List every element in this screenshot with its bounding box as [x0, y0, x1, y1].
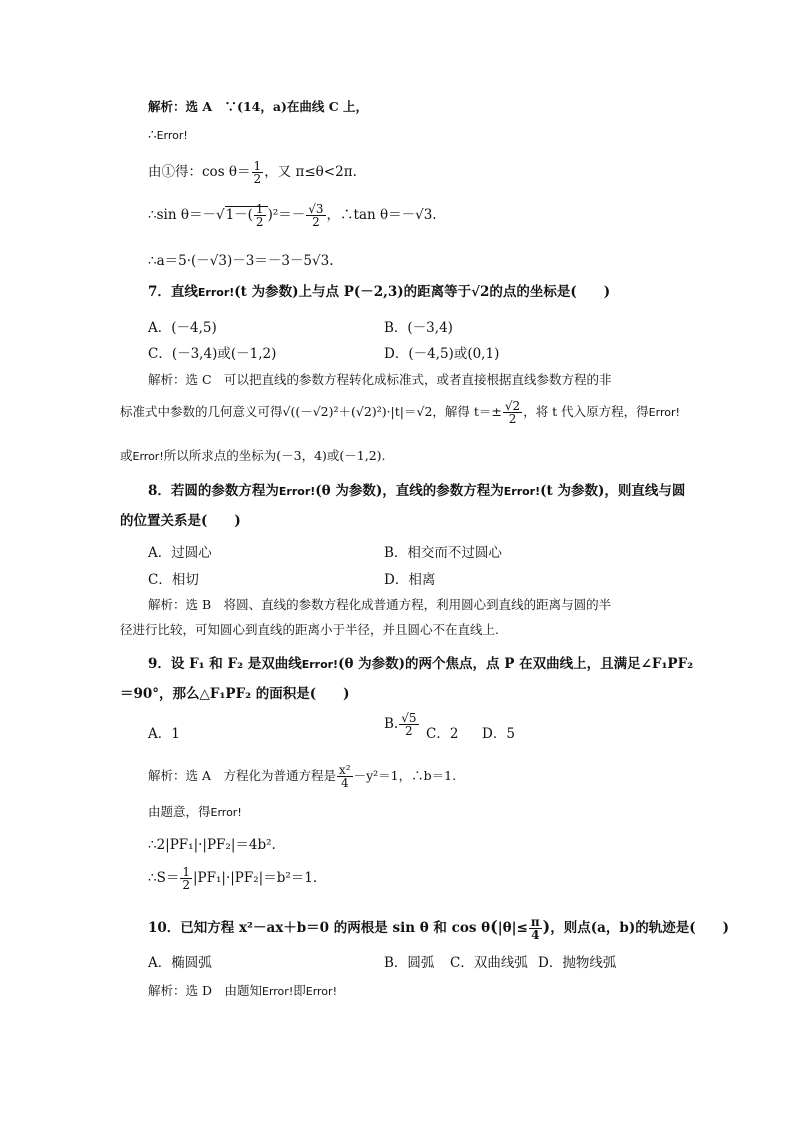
fraction	[252, 160, 264, 185]
question-7-option-b: B．(－3,4)	[384, 320, 453, 336]
denominator: 2	[508, 412, 517, 426]
analysis-text: ∴2|PF₁|·|PF₂|＝4b².	[148, 837, 276, 853]
stem-text: ＝90°，那么△F₁PF₂ 的面积是( )	[120, 686, 350, 702]
error-text: Error!	[301, 658, 339, 671]
numerator: √5	[401, 711, 417, 725]
stem-text: 的位置关系是( )	[120, 513, 241, 529]
question-7-analysis-2	[120, 400, 680, 425]
analysis-text: 所以所求点的坐标为(－3，4)或(－1,2).	[163, 448, 386, 463]
analysis-text: 即	[293, 983, 306, 998]
question-7-option-d: D．(－4,5)或(0,1)	[384, 346, 500, 362]
analysis-text: )²＝－	[267, 207, 306, 223]
analysis-text: ∴a＝5·(－√3)－3＝－3－5√3.	[148, 253, 334, 269]
question-10-option-c: C．双曲线弧	[450, 955, 528, 971]
numerator: √2	[504, 399, 521, 413]
paren-left: (	[490, 917, 498, 936]
question-8-option-d: D．相离	[384, 572, 436, 588]
question-10-option-b: B．圆弧	[384, 955, 435, 971]
question-8-option-b: B．相交而不过圆心	[384, 545, 502, 561]
question-8-analysis-2	[120, 621, 499, 639]
question-9-stem-2	[120, 685, 350, 703]
analysis-text: 或	[120, 448, 133, 463]
question-10-option-d: D．抛物线弧	[538, 955, 617, 971]
question-8-stem-2	[120, 512, 241, 530]
analysis-text: 解析：选 C 可以把直线的参数方程转化成标准式，或者直接根据直线参数方程的非	[148, 372, 612, 387]
analysis-text: |PF₁|·|PF₂|＝b²＝1.	[192, 870, 318, 886]
analysis-text: ∴S＝	[148, 870, 180, 886]
error-text: Error!	[262, 985, 294, 998]
question-7-analysis-3	[120, 447, 386, 466]
question-9-option-d: D．5	[482, 726, 515, 742]
denominator: 2	[182, 878, 190, 892]
denominator: 2	[255, 215, 264, 229]
paren-right: )	[542, 917, 551, 936]
analysis-text: ∴	[148, 127, 157, 143]
analysis-text: ，又 π≤θ<2π.	[264, 164, 357, 180]
question-10-stem	[148, 916, 729, 941]
analysis-text: 解析：选 D 由题知	[148, 983, 262, 998]
stem-text: 10．已知方程 x²－ax＋b＝0 的两根是 sin θ 和 cos θ	[148, 920, 491, 936]
question-9-option-b	[384, 712, 420, 737]
question-7-stem	[148, 283, 610, 302]
option-label: B.	[384, 716, 399, 732]
question-10-option-a: A．椭圆弧	[148, 955, 212, 971]
analysis-text: －y²＝1，∴b＝1.	[353, 768, 457, 783]
denominator: 2	[253, 172, 262, 186]
fraction	[306, 203, 325, 228]
stem-text: 9．设 F₁ 和 F₂ 是双曲线	[148, 656, 302, 672]
question-8-stem-1	[148, 482, 685, 501]
stem-text: (t 为参数)，则直线与圆	[540, 483, 686, 499]
analysis-line-1	[148, 98, 368, 116]
question-9-analysis-3	[148, 836, 276, 854]
fraction	[503, 400, 522, 425]
fraction	[180, 866, 192, 891]
stem-text: |θ|≤	[497, 920, 528, 936]
denominator: 2	[405, 724, 413, 738]
fraction	[399, 712, 418, 737]
analysis-text: ，∴tan θ＝－√3.	[326, 207, 437, 223]
denominator: 2	[312, 215, 320, 229]
question-8-option-c: C．相切	[148, 572, 199, 588]
denominator: 4	[340, 776, 349, 790]
analysis-text: 径进行比较，可知圆心到直线的距离小于半径，并且圆心不在直线上.	[120, 622, 499, 637]
error-text: Error!	[648, 406, 680, 419]
question-10-analysis	[148, 982, 337, 1001]
question-9-analysis-1	[148, 764, 456, 789]
error-text: Error!	[210, 806, 242, 819]
error-text: Error!	[305, 985, 337, 998]
numerator: 1	[253, 159, 262, 173]
numerator: √3	[308, 202, 324, 216]
analysis-line-3	[148, 160, 357, 185]
question-8-analysis-1	[148, 596, 611, 614]
error-text: Error!	[197, 286, 235, 299]
error-text: Error!	[503, 485, 541, 498]
error-text: Error!	[156, 129, 188, 142]
analysis-text: 解析：选 A 方程化为普通方程是	[148, 768, 337, 783]
stem-text: ，则点(a，b)的轨迹是( )	[550, 920, 729, 936]
question-7-option-a: A．(－4,5)	[148, 320, 217, 336]
question-9-stem-1	[148, 655, 693, 674]
numerator: π	[530, 915, 540, 929]
analysis-text: 1－(	[225, 207, 253, 223]
analysis-text: 标准式中参数的几何意义可得√((－√2)²＋(√2)²)·|t|＝√2，解得 t＝±	[120, 404, 502, 419]
analysis-text: 由①得：cos θ＝	[148, 164, 251, 180]
stem-text: 7．直线	[148, 284, 198, 300]
numerator: x²	[339, 763, 351, 777]
question-7-analysis-1	[148, 371, 612, 389]
analysis-text: 由题意，得	[148, 804, 211, 819]
analysis-text: 解析：选 A ∵(14，a)在曲线 C 上，	[148, 99, 369, 114]
question-9-analysis-2	[148, 803, 242, 822]
analysis-line-4: ∴sin θ＝－√1－( $\frac{1}{2}$ )²＝－ $\frac{√3}{2}$ ，∴tan θ＝－√3.	[148, 202, 437, 229]
question-9-option-a: A．1	[148, 726, 180, 742]
stem-text: (θ 为参数)，直线的参数方程为	[315, 483, 504, 499]
fraction	[337, 764, 353, 789]
fraction	[254, 203, 266, 228]
stem-text: (θ 为参数)的两个焦点，点 P 在双曲线上，且满足∠F₁PF₂	[338, 656, 694, 672]
analysis-line-2	[148, 126, 188, 145]
analysis-text: ∴sin θ＝－	[148, 207, 216, 223]
analysis-text: ，将 t 代入原方程，得	[523, 404, 649, 419]
fraction	[529, 916, 542, 941]
question-9-option-c: C．2	[426, 726, 459, 742]
numerator: 1	[182, 865, 190, 879]
error-text: Error!	[132, 450, 164, 463]
numerator: 1	[255, 202, 264, 216]
error-text: Error!	[278, 485, 316, 498]
analysis-text: 解析：选 B 将圆、直线的参数方程化成普通方程，利用圆心到直线的距离与圆的半	[148, 597, 612, 612]
analysis-line-5	[148, 252, 334, 270]
denominator: 4	[531, 928, 540, 942]
question-7-option-c: C．(－3,4)或(－1,2)	[148, 346, 277, 362]
question-8-option-a: A．过圆心	[148, 545, 212, 561]
stem-text: 8．若圆的参数方程为	[148, 483, 279, 499]
question-9-analysis-4	[148, 866, 317, 891]
stem-text: (t 为参数)上与点 P(－2,3)的距离等于√2的点的坐标是( )	[234, 284, 611, 300]
